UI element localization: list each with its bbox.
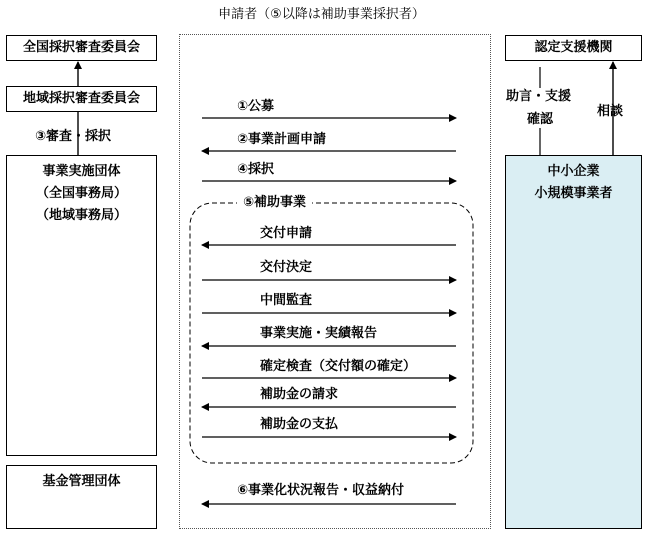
implementation-report-label: 事業実施・実績報告: [260, 326, 378, 341]
national-committee-box: [6, 35, 157, 61]
applicant-title: 申請者（⑤以降は補助事業採択者）: [218, 7, 425, 22]
final-inspection-label: 確定検査（交付額の確定）: [260, 359, 417, 374]
national-committee-label: 全国採択審査委員会: [22, 40, 140, 55]
small-business-label: 小規模事業者: [534, 186, 613, 201]
sme-box: [505, 155, 642, 529]
regional-committee-label: 地域採択審査委員会: [22, 91, 140, 106]
grant-decision-label: 交付決定: [260, 260, 313, 275]
advice-support-label: 助言・支援: [506, 89, 572, 104]
support-org-box: [505, 35, 642, 61]
review-label: ③審査・採択: [35, 129, 112, 144]
grant-application-label: 交付申請: [260, 226, 313, 241]
consultation-label: 相談: [597, 104, 624, 119]
subsidy-claim-label: 補助金の請求: [260, 387, 339, 402]
recruit-label: ①公募: [237, 99, 275, 114]
implementing-org-label: 事業実施団体: [42, 164, 121, 179]
implementing-org-box: [6, 155, 157, 456]
applicant-area: [179, 34, 491, 529]
regional-committee-box: [6, 86, 157, 112]
subsidy-payment-label: 補助金の支払: [260, 417, 339, 432]
final-report-label: ⑥事業化状況報告・収益納付: [237, 483, 405, 498]
subsidy-group-label: ⑤補助事業: [237, 195, 312, 211]
national-office-label: （全国事務局）: [35, 186, 127, 201]
plan-application-label: ②事業計画申請: [237, 132, 327, 147]
interim-audit-label: 中間監査: [260, 293, 313, 308]
adoption-label: ④採択: [237, 162, 275, 177]
confirmation-label: 確認: [527, 112, 554, 127]
sme-label: 中小企業: [547, 164, 600, 179]
support-org-label: 認定支援機関: [534, 40, 613, 55]
regional-office-label: （地域事務局）: [35, 208, 127, 223]
fund-management-org-box: [6, 465, 157, 529]
fund-management-org-label: 基金管理団体: [42, 474, 121, 489]
